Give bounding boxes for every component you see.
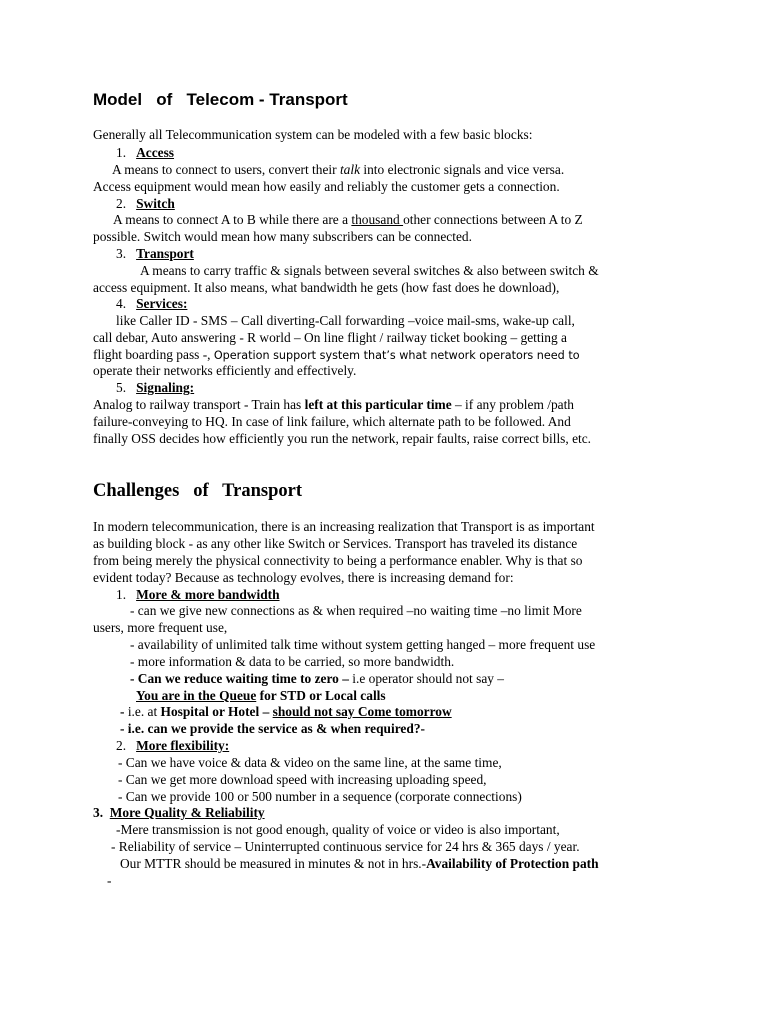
bold-text: left at this particular time (304, 397, 452, 412)
paragraph-line: - more information & data to be carried, so more bandwidth. (130, 654, 455, 669)
paragraph-line: operate their networks efficiently and effectively. (93, 363, 357, 378)
paragraph-line: You are in the Queue for STD or Local calls (136, 688, 386, 703)
list-item-switch (116, 196, 175, 212)
item-label: Services: (136, 296, 188, 311)
item-number: 2. (116, 738, 127, 753)
paragraph-line: - i.e. at Hospital or Hotel – should not say Come tomorrow (120, 704, 452, 719)
list-item-signaling (116, 380, 194, 396)
paragraph-line: - (107, 873, 112, 888)
list-item-transport (116, 246, 194, 262)
paragraph-line: evident today? Because as technology evolves, there is increasing demand for: (93, 570, 514, 585)
paragraph-line: - Reliability of service – Uninterrupted continuous service for 24 hrs & 365 days / year. (111, 839, 580, 854)
section-title-challenges: Challenges of Transport (93, 481, 302, 501)
item-number: 3. (93, 805, 104, 820)
paragraph-line: finally OSS decides how efficiently you run the network, repair faults, raise correct bills, etc. (93, 431, 592, 446)
list-item-access (116, 145, 174, 161)
paragraph-line: users, more frequent use, (93, 620, 228, 635)
underlined-text: thousand (351, 212, 404, 227)
item-label: Switch (136, 196, 175, 211)
paragraph-line: - Can we provide 100 or 500 number in a sequence (corporate connections) (118, 789, 522, 804)
item-number: 2. (116, 196, 127, 211)
section-title-model: Model of Telecom - Transport (93, 90, 348, 109)
paragraph-line: Analog to railway transport - Train has left at this particular time – if any problem /path (93, 397, 575, 412)
paragraph-line: as building block - as any other like Switch or Services. Transport has traveled its distance (93, 536, 578, 551)
paragraph-line: - i.e. can we provide the service as & when required?- (120, 721, 425, 736)
item-number: 1. (116, 587, 127, 602)
paragraph-line: Our MTTR should be measured in minutes & not in hrs.-Availability of Protection path (120, 856, 599, 871)
item-label: Transport (136, 246, 194, 261)
item-label: More Quality & Reliability (109, 805, 265, 820)
underlined-bold-text: should not say Come tomorrow (272, 704, 452, 719)
paragraph-line: A means to connect A to B while there are a thousand other connections between A to Z (113, 212, 583, 227)
item-label: Signaling: (136, 380, 195, 395)
item-number: 4. (116, 296, 127, 311)
emphasis-talk: talk (339, 162, 361, 177)
paragraph-line: failure-conveying to HQ. In case of link failure, which alternate path to be followed. And (93, 414, 571, 429)
queue-text: You are in the Queue (136, 688, 257, 703)
list-item-bandwidth (116, 587, 280, 603)
intro-text: Generally all Telecommunication system can be modeled with a few basic blocks: (93, 127, 533, 142)
oss-text: Operation support system that’s what network operators need to (213, 349, 580, 362)
list-item-flexibility (116, 738, 229, 754)
paragraph-line: - Can we have voice & data & video on the same line, at the same time, (118, 755, 502, 770)
paragraph-line: - availability of unlimited talk time without system getting hanged – more frequent use (130, 637, 596, 652)
item-number: 1. (116, 145, 127, 160)
paragraph-line: - can we give new connections as & when required –no waiting time –no limit More (130, 603, 582, 618)
paragraph-line: call debar, Auto answering - R world – On line flight / railway ticket booking – getting a (93, 330, 567, 345)
paragraph-line: like Caller ID - SMS – Call diverting-Call forwarding –voice mail-sms, wake-up call, (116, 313, 575, 328)
bold-text: Availability of Protection path (426, 856, 599, 871)
paragraph-line: access equipment. It also means, what bandwidth he gets (how fast does he download), (93, 280, 560, 295)
paragraph-line: - Can we reduce waiting time to zero – i.e operator should not say – (130, 671, 504, 686)
paragraph-line: Access equipment would mean how easily and reliably the customer gets a connection. (93, 179, 560, 194)
list-item-services (116, 296, 187, 312)
item-label: Access (136, 145, 175, 160)
bold-text: Hospital or Hotel – (160, 704, 273, 719)
bold-text: - Can we reduce waiting time to zero – (130, 671, 349, 686)
paragraph-line: possible. Switch would mean how many subscribers can be connected. (93, 229, 472, 244)
paragraph-line: A means to connect to users, convert their talk into electronic signals and vice versa. (112, 162, 565, 177)
paragraph-line: A means to carry traffic & signals between several switches & also between switch & (140, 263, 599, 278)
paragraph-line: - Can we get more download speed with increasing uploading speed, (118, 772, 487, 787)
paragraph-line: -Mere transmission is not good enough, quality of voice or video is also important, (116, 822, 560, 837)
paragraph-line: from being merely the physical connectivity to being a performance enabler. Why is that so (93, 553, 583, 568)
item-label: More flexibility: (136, 738, 230, 753)
paragraph-line: flight boarding pass -, Operation support system that’s what network operators need to (93, 347, 580, 362)
list-item-quality (93, 805, 265, 821)
paragraph-line: In modern telecommunication, there is an increasing realization that Transport is as important (93, 519, 595, 534)
item-label: More & more bandwidth (136, 587, 280, 602)
item-number: 5. (116, 380, 127, 395)
item-number: 3. (116, 246, 127, 261)
